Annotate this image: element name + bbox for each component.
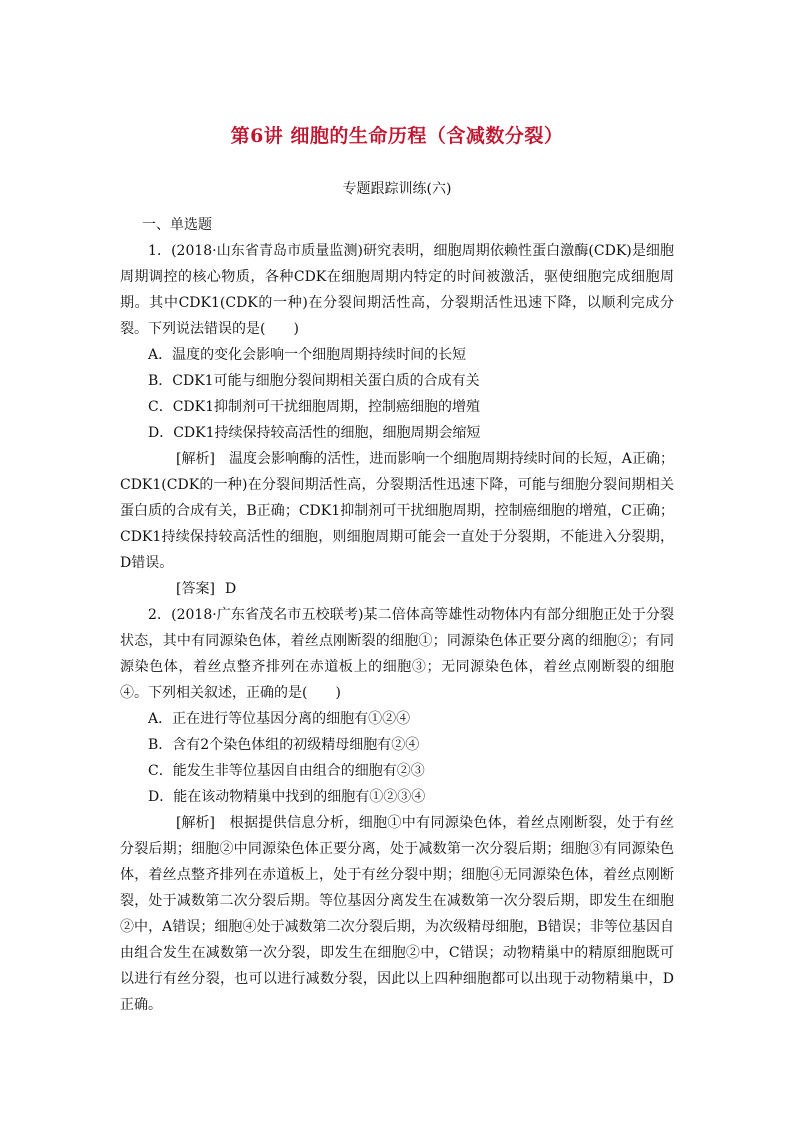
question-1-answer (120, 576, 674, 602)
question-2-option-b: B．含有2个染色体组的初级精母细胞有②④ (148, 737, 420, 753)
analysis-text: 根据提供信息分析，细胞①中有同源染色体，着丝点刚断裂，处于有丝分裂后期；细胞②中同源染色体正要分离，处于减数第一次分裂后期；细胞③有同源染色体，着丝点整齐排列在赤道板上，处于有丝分裂中期；细胞④无同源染色体，着丝点刚断裂，处于减数第二次分裂后期。等位基因分离发生在减数第一次分裂后期，即发生在细胞②中，A错误；细胞④处于减数第二次分裂后期，为次级精母细胞，B错误；非等位基因自由组合发生在减数第一次分裂，即发生在细胞②中，C错误；动物精巢中的精原细胞既可以进行有丝分裂，也可以进行减数分裂，因此以上四种细胞都可以出现于动物精巢中，D正确。 (120, 815, 675, 1013)
question-1-option-c: C．CDK1抑制剂可干扰细胞周期，控制癌细胞的增殖 (148, 399, 481, 415)
question-2-analysis (120, 810, 674, 1018)
question-1-option-a: A．温度的变化会影响一个细胞周期持续时间的长短 (148, 347, 467, 363)
answer-value: D (224, 581, 237, 597)
question-1-option-b: B．CDK1可能与细胞分裂间期相关蛋白质的合成有关 (148, 373, 480, 389)
answer-tag: [答案] (176, 581, 215, 597)
question-2-option-c: C．能发生非等位基因自由组合的细胞有②③ (148, 763, 425, 779)
section-heading: 一、单选题 (142, 217, 212, 233)
question-1-stem: 1．(2018·山东省青岛市质量监测)研究表明，细胞周期依赖性蛋白激酶(CDK)是细胞周期调控的核心物质，各种CDK在细胞周期内特定的时间被激活，驱使细胞完成细胞周期。其中CDK1(CDK的一种)在分裂间期活性高，分裂期活性迅速下降，以顺利完成分裂。下列说法错误的是( ) (120, 243, 674, 337)
document-title: 第6讲 细胞的生命历程（含减数分裂） (230, 125, 564, 147)
analysis-tag: [解析] (176, 451, 215, 467)
question-2-stem: 2．(2018·广东省茂名市五校联考)某二倍体高等雄性动物体内有部分细胞正处于分裂状态，其中有同源染色体，着丝点刚断裂的细胞①；同源染色体正要分离的细胞②；有同源染色体，着丝点整齐排列在赤道板上的细胞③；无同源染色体，着丝点刚断裂的细胞④。下列相关叙述，正确的是( ) (120, 607, 674, 701)
question-1-analysis (120, 446, 674, 576)
question-2-option-a: A．正在进行等位基因分离的细胞有①②④ (148, 711, 411, 727)
document-subtitle: 专题跟踪训练(六) (342, 181, 452, 197)
question-1-option-d: D．CDK1持续保持较高活性的细胞，细胞周期会缩短 (148, 425, 481, 441)
question-2-option-d: D．能在该动物精巢中找到的细胞有①②③④ (148, 789, 426, 805)
analysis-text: 温度会影响酶的活性，进而影响一个细胞周期持续时间的长短，A正确；CDK1(CDK的一种)在分裂间期活性高，分裂期活性迅速下降，可能与细胞分裂间期相关蛋白质的合成有关，B正确；CDK1抑制剂可干扰细胞周期，控制癌细胞的增殖，C正确；CDK1持续保持较高活性的细胞，则细胞周期可能会一直处于分裂期，不能进入分裂期，D错误。 (120, 451, 675, 571)
analysis-tag: [解析] (176, 815, 215, 831)
